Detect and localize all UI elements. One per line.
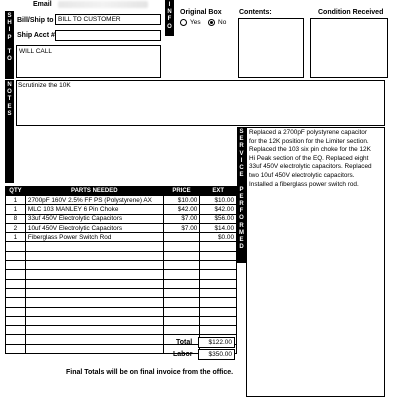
table-row (6, 279, 237, 288)
bar-letter: S (7, 110, 12, 117)
email-redacted (58, 1, 148, 8)
notes-bar (5, 80, 14, 183)
info-bar (165, 0, 174, 36)
original-box-yes-label: Yes (190, 19, 201, 26)
table-row (6, 288, 237, 297)
bar-letter: H (7, 20, 12, 27)
service-performed-bar (237, 127, 246, 263)
cell-qty[interactable]: 1 (6, 233, 26, 242)
bar-letter: V (239, 150, 244, 157)
table-row (6, 214, 237, 223)
table-row (6, 316, 237, 325)
parts-table (5, 186, 237, 354)
service-text-line: two 10uf 450V electrolytic capacitors. (249, 171, 355, 179)
bar-letter: N (167, 9, 172, 16)
bar-letter: E (239, 136, 244, 143)
contents-box[interactable] (238, 18, 304, 78)
bar-letter (9, 42, 11, 49)
bar-letter: R (239, 201, 244, 208)
cell-ext[interactable] (200, 326, 237, 335)
cell-price[interactable]: $10.00 (163, 196, 200, 205)
cell-part[interactable] (25, 307, 163, 316)
condition-label: Condition Received (318, 9, 384, 16)
labor-value[interactable]: $350.00 (198, 349, 235, 360)
service-text-line: Replaced a 2700pF polystyrene capacitor (249, 129, 367, 136)
service-text-line: 33uf 450V electrolytic capacitors. Replaced (249, 163, 372, 171)
cell-part[interactable]: Fiberglass Power Switch Rod (25, 233, 163, 242)
cell-ext[interactable]: $14.00 (200, 223, 237, 232)
ship-acct-label: Ship Acct # (17, 32, 55, 39)
cell-ext[interactable]: $42.00 (200, 205, 237, 214)
cell-qty[interactable] (6, 307, 26, 316)
cell-price[interactable]: $7.00 (163, 223, 200, 232)
cell-qty[interactable]: 2 (6, 223, 26, 232)
table-row (6, 242, 237, 251)
bar-letter: F (239, 208, 244, 215)
cell-qty[interactable]: 1 (6, 196, 26, 205)
col-ext: EXT (200, 187, 237, 196)
cell-qty[interactable] (6, 242, 26, 251)
original-box-no-label: No (218, 19, 227, 26)
total-label: Total (176, 339, 193, 346)
table-row (6, 307, 237, 316)
cell-qty[interactable] (6, 344, 26, 353)
cell-qty[interactable] (6, 298, 26, 307)
service-performed-text (249, 129, 384, 189)
bar-letter: O (167, 23, 172, 30)
cell-qty[interactable] (6, 251, 26, 260)
cell-part[interactable] (25, 242, 163, 251)
bar-letter: T (7, 49, 12, 56)
cell-price[interactable] (163, 279, 200, 288)
cell-price[interactable] (163, 326, 200, 335)
bar-letter: E (7, 103, 12, 110)
table-row (6, 251, 237, 260)
cell-qty[interactable] (6, 261, 26, 270)
email-label: Email (33, 1, 52, 8)
cell-part[interactable] (25, 326, 163, 335)
service-text-line: Hi Peak section of the EQ. Replaced eight (249, 154, 369, 162)
table-row (6, 261, 237, 270)
cell-ext[interactable] (200, 316, 237, 325)
bar-letter: R (239, 143, 244, 150)
col-qty: QTY (6, 187, 26, 196)
cell-part[interactable] (25, 270, 163, 279)
cell-price[interactable] (163, 288, 200, 297)
cell-price[interactable] (163, 298, 200, 307)
labor-label: Labor (173, 351, 193, 358)
cell-part[interactable]: 2700pF 160V 2.5% FF PS (Polystyrene) AX (25, 196, 163, 205)
bar-letter: D (239, 244, 244, 251)
ship-acct-field[interactable] (55, 30, 161, 41)
ship-to-bar (5, 11, 14, 79)
bar-letter: P (7, 34, 12, 41)
cell-ext[interactable] (200, 270, 237, 279)
bar-letter (241, 179, 243, 186)
service-text-line: for the 12K position for the Limiter section. (249, 137, 369, 145)
cell-ext[interactable] (200, 261, 237, 270)
cell-price[interactable]: $42.00 (163, 205, 200, 214)
cell-part[interactable] (25, 279, 163, 288)
original-box-yes-radio[interactable] (180, 19, 187, 26)
bar-letter: O (7, 56, 12, 63)
cell-part[interactable] (25, 251, 163, 260)
cell-price[interactable] (163, 307, 200, 316)
table-row (6, 233, 237, 242)
cell-price[interactable] (163, 316, 200, 325)
cell-part[interactable] (25, 298, 163, 307)
table-row (6, 196, 237, 205)
cell-part[interactable] (25, 261, 163, 270)
cell-part[interactable] (25, 288, 163, 297)
bar-letter: I (168, 2, 171, 8)
bar-letter: F (167, 16, 172, 23)
cell-price[interactable] (163, 261, 200, 270)
bar-letter: S (239, 129, 244, 135)
ship-to-notes-box[interactable] (16, 45, 161, 78)
notes-box[interactable] (16, 80, 385, 126)
table-row (6, 205, 237, 214)
cell-qty[interactable]: 1 (6, 205, 26, 214)
contents-label: Contents: (239, 9, 272, 16)
cell-part[interactable]: 10uf 450V Electrolytic Capacitors (25, 223, 163, 232)
original-box-no-radio[interactable] (208, 19, 215, 26)
bar-letter: S (7, 13, 12, 19)
bar-letter: O (239, 215, 244, 222)
cell-price[interactable] (163, 270, 200, 279)
cell-qty[interactable] (6, 270, 26, 279)
bar-letter: I (8, 27, 11, 34)
cell-ext[interactable] (200, 288, 237, 297)
cell-qty[interactable] (6, 335, 26, 344)
bar-letter: E (239, 172, 244, 179)
final-totals-note: Final Totals will be on final invoice from the office. (66, 369, 234, 376)
cell-part[interactable] (25, 335, 163, 344)
cell-part[interactable] (25, 316, 163, 325)
bar-letter: I (240, 157, 243, 164)
bar-letter: M (239, 229, 244, 236)
cell-ext[interactable]: $10.00 (200, 196, 237, 205)
condition-box[interactable] (310, 18, 388, 78)
table-row (6, 270, 237, 279)
service-performed-box[interactable] (246, 127, 385, 397)
cell-part[interactable] (25, 344, 163, 353)
cell-ext[interactable] (200, 307, 237, 316)
cell-qty[interactable] (6, 316, 26, 325)
notes-text: Scrutinize the 10K (18, 82, 71, 89)
service-text-line: Replaced the 103 six pin choke for the 12K (249, 146, 371, 154)
ship-to-note-text: WILL CALL (19, 48, 52, 55)
table-row (6, 326, 237, 335)
bar-letter: T (7, 96, 12, 103)
cell-ext[interactable] (200, 298, 237, 307)
cell-price[interactable]: $7.00 (163, 214, 200, 223)
bar-letter: P (239, 186, 244, 193)
cell-ext[interactable] (200, 242, 237, 251)
bar-letter: N (7, 82, 12, 88)
cell-qty[interactable] (6, 288, 26, 297)
cell-price[interactable] (163, 251, 200, 260)
col-parts-needed: PARTS NEEDED (25, 187, 163, 196)
ship-to-label: Bill/Ship to (17, 17, 54, 24)
original-box-label: Original Box (180, 9, 222, 16)
cell-qty[interactable] (6, 279, 26, 288)
col-price: PRICE (163, 187, 200, 196)
table-row (6, 223, 237, 232)
ship-to-field[interactable]: BILL TO CUSTOMER (55, 14, 161, 25)
bar-letter: R (239, 222, 244, 229)
cell-ext[interactable] (200, 279, 237, 288)
bar-letter: E (239, 237, 244, 244)
cell-ext[interactable] (200, 251, 237, 260)
cell-part[interactable]: 33uf 450V Electrolytic Capacitors (25, 214, 163, 223)
cell-qty[interactable]: 8 (6, 214, 26, 223)
bar-letter: O (7, 89, 12, 96)
cell-ext[interactable]: $56.00 (200, 214, 237, 223)
table-row (6, 298, 237, 307)
cell-qty[interactable] (6, 326, 26, 335)
total-value: $122.00 (198, 337, 235, 348)
cell-price[interactable] (163, 242, 200, 251)
cell-price[interactable] (163, 233, 200, 242)
cell-part[interactable]: MLC 103 MANLEY 6 Pin Choke (25, 205, 163, 214)
service-text-line: Installed a fiberglass power switch rod. (249, 180, 359, 188)
bar-letter: C (239, 165, 244, 172)
cell-ext[interactable]: $0.00 (200, 233, 237, 242)
bar-letter: E (239, 193, 244, 200)
